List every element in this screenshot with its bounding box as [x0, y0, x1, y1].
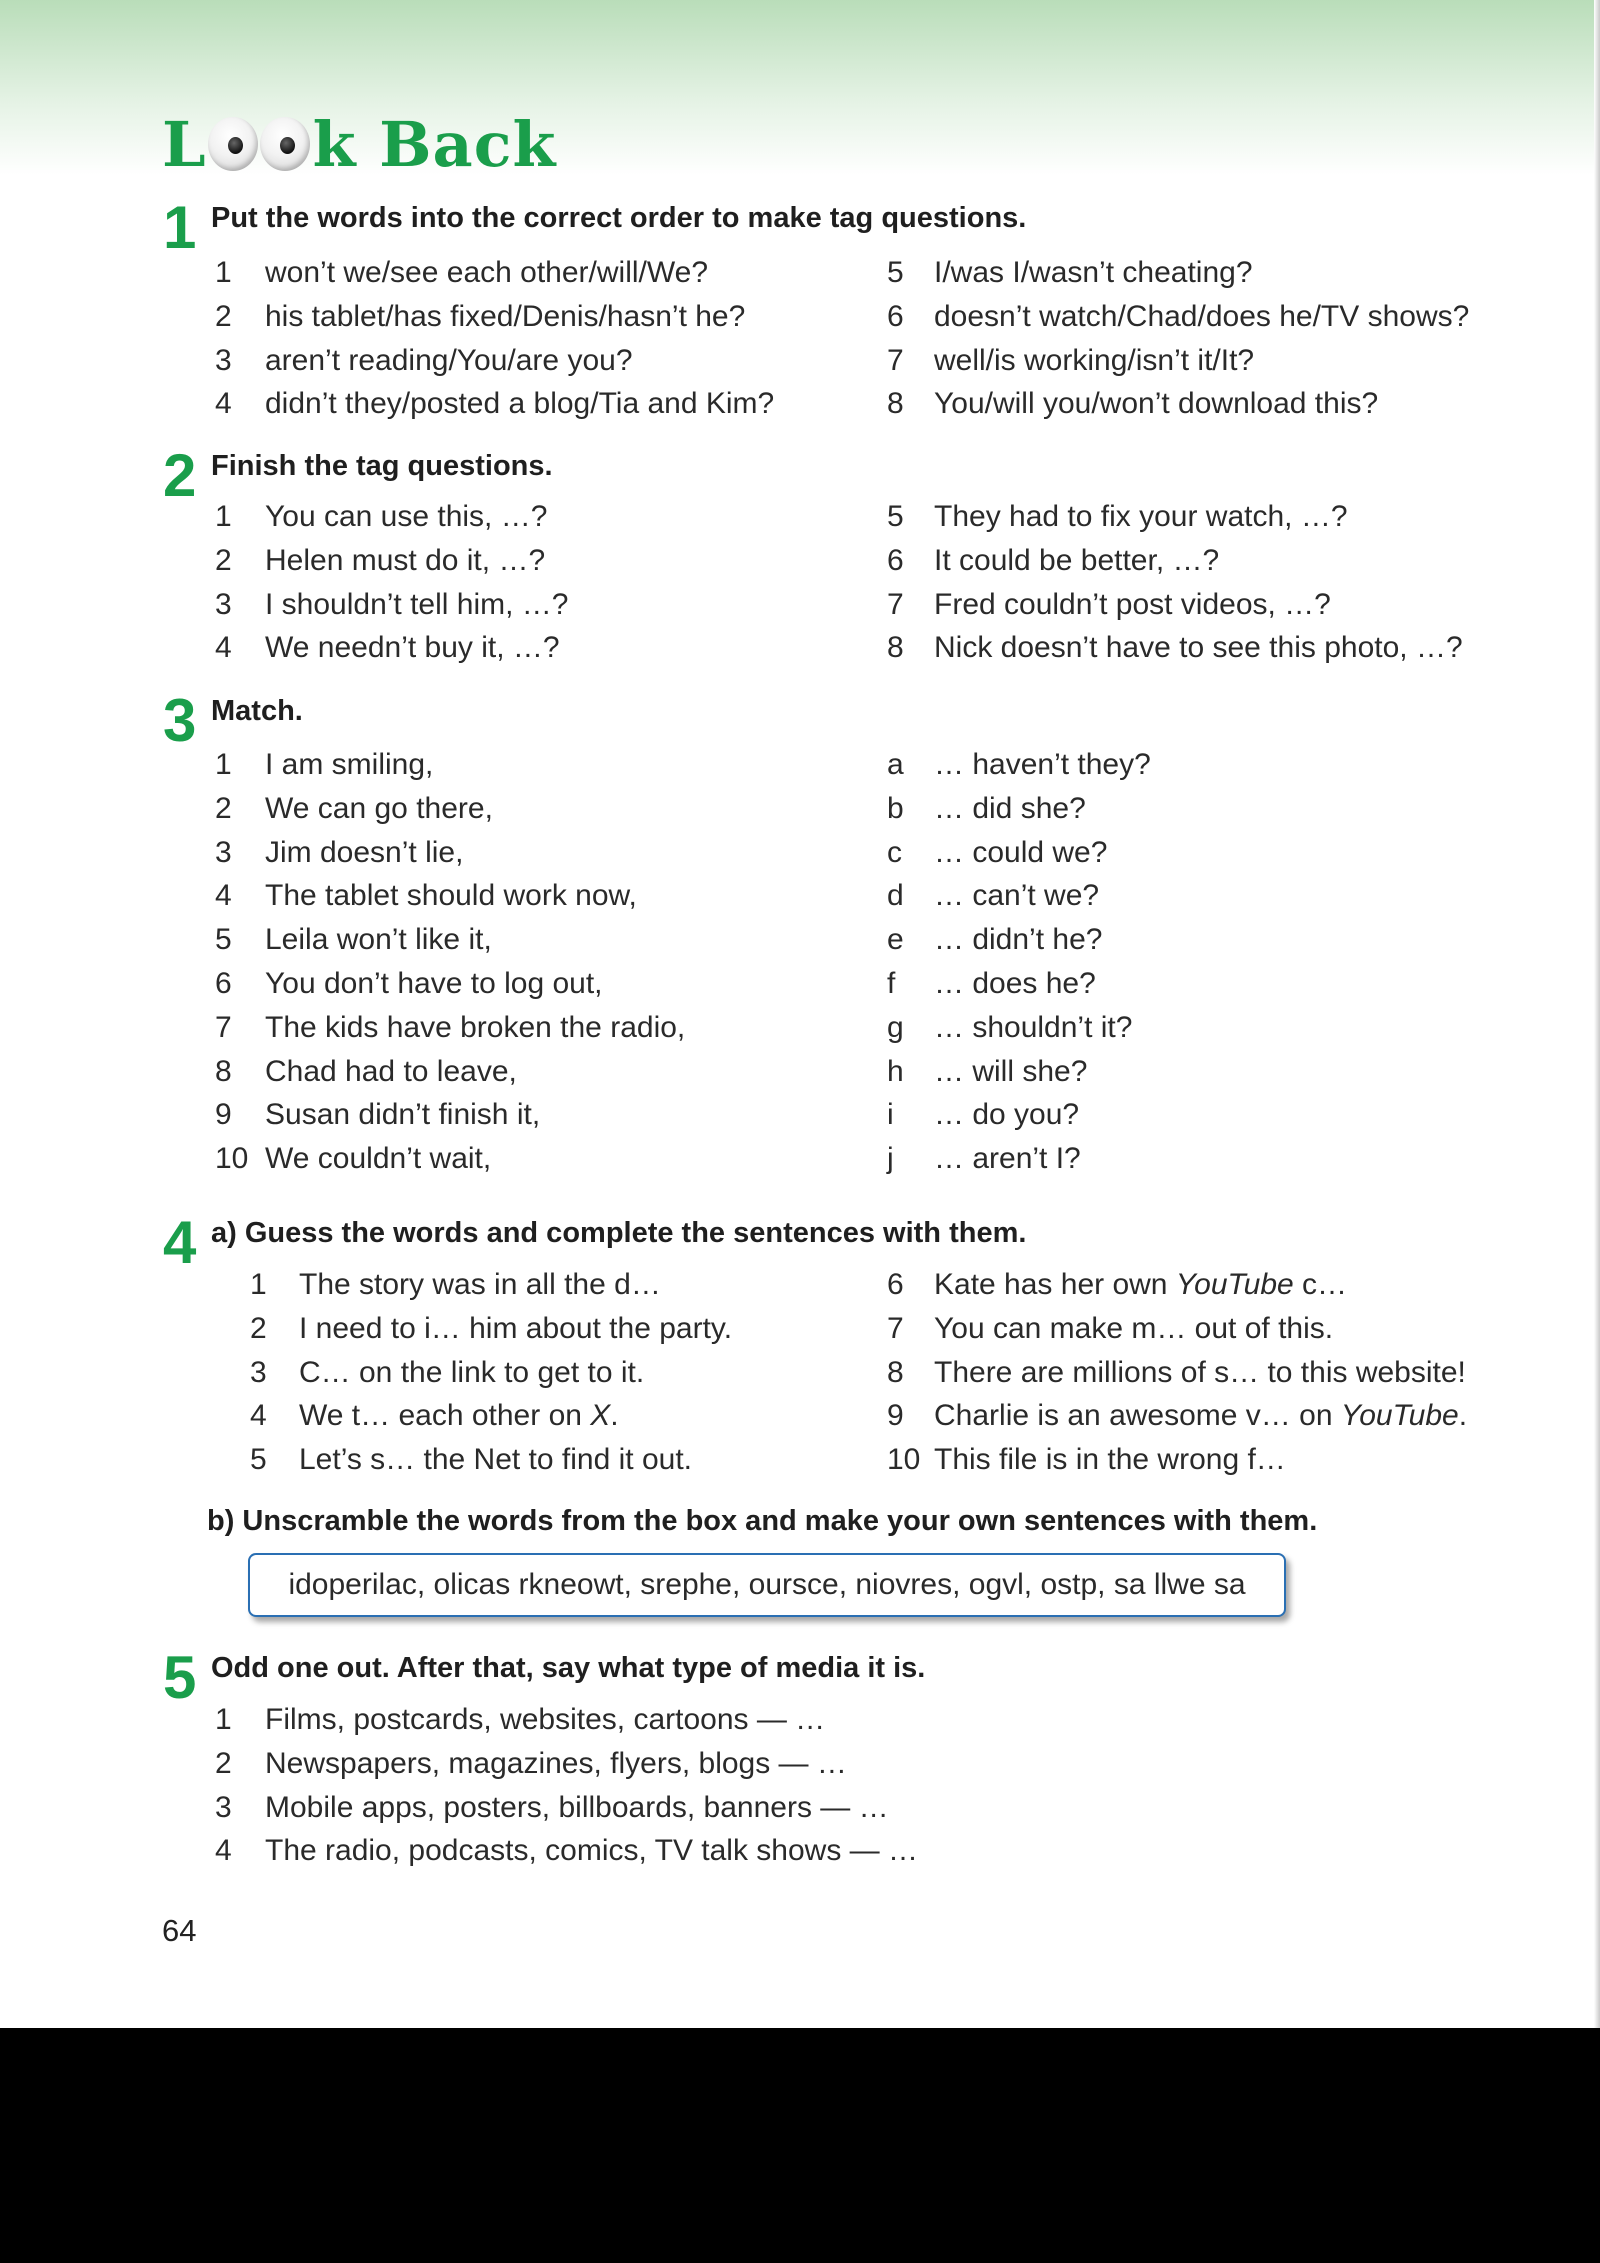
list-item: 2 Newspapers, magazines, flyers, blogs — …	[215, 1746, 847, 1780]
list-item: 3 Mobile apps, posters, billboards, banners — …	[215, 1790, 889, 1824]
list-item: 3 I shouldn’t tell him, …?	[215, 587, 569, 621]
list-item: 5 They had to fix your watch, …?	[887, 500, 1348, 533]
list-item: 1 I am smiling,	[215, 748, 434, 781]
list-item: h … will she?	[887, 1054, 1088, 1088]
list-item: 4 The radio, podcasts, comics, TV talk shows — …	[215, 1834, 919, 1868]
exercise-heading: Odd one out. After that, say what type of media it is.	[211, 1652, 926, 1684]
list-item: 10 This file is in the wrong f…	[887, 1443, 1286, 1477]
page-edge-shadow	[1594, 0, 1600, 2028]
list-item: 1 You can use this, …?	[215, 500, 548, 533]
list-item: c … could we?	[887, 835, 1108, 869]
exercise-heading-a: a) Guess the words and complete the sentences with them.	[211, 1217, 1027, 1249]
right-column	[887, 743, 1151, 1181]
exercise-heading: Put the words into the correct order to make tag questions.	[211, 202, 1027, 234]
list-item: 10 We couldn’t wait,	[215, 1142, 492, 1176]
list-item: 8 You/will you/won’t download this?	[887, 387, 1379, 421]
list-item: 4 didn’t they/posted a blog/Tia and Kim?	[215, 387, 775, 421]
list-item: 3 aren’t reading/You/are you?	[215, 343, 633, 377]
left-column	[215, 743, 685, 1181]
list-item: 8 Nick doesn’t have to see this photo, …?	[887, 631, 1463, 665]
exercise-number: 4	[163, 1209, 197, 1276]
list-item: i … do you?	[887, 1098, 1080, 1132]
title-first-letter: L	[162, 107, 207, 181]
list-item: 4 We needn’t buy it, …?	[215, 631, 560, 665]
left-column	[215, 495, 568, 670]
list-item: 1 The story was in all the d…	[250, 1268, 661, 1301]
eye-icon	[208, 117, 258, 171]
page-number: 64	[162, 1913, 197, 1948]
list-item: g … shouldn’t it?	[887, 1010, 1133, 1044]
list-item: a … haven’t they?	[887, 748, 1151, 781]
list-item: 7 You can make m… out of this.	[887, 1311, 1334, 1345]
list-item: 8 Chad had to leave,	[215, 1054, 517, 1088]
list-item: 5 I/was I/wasn’t cheating?	[887, 256, 1253, 289]
list-item: 6 You don’t have to log out,	[215, 966, 603, 1000]
list-item: e … didn’t he?	[887, 923, 1103, 957]
list-item: b … did she?	[887, 791, 1086, 825]
list-item: 7 Fred couldn’t post videos, …?	[887, 587, 1331, 621]
exercise-number: 1	[163, 194, 197, 261]
exercise-number: 2	[163, 442, 197, 509]
right-column	[887, 495, 1463, 670]
list-item: 9 Charlie is an awesome v… on YouTube.	[887, 1399, 1468, 1433]
list-item: 5 Leila won’t like it,	[215, 923, 492, 957]
list-item: j … aren’t I?	[887, 1142, 1081, 1176]
exercise-heading: Finish the tag questions.	[211, 450, 553, 482]
list-item: d … can’t we?	[887, 879, 1100, 913]
list-item: 9 Susan didn’t finish it,	[215, 1098, 541, 1132]
list-item: 1 won’t we/see each other/will/We?	[215, 256, 708, 289]
list-item: 7 well/is working/isn’t it/It?	[887, 343, 1255, 377]
list-item: 4 We t… each other on X.	[250, 1399, 619, 1433]
list-item: f … does he?	[887, 966, 1096, 1000]
item-list	[215, 1698, 918, 1873]
list-item: 7 The kids have broken the radio,	[215, 1010, 686, 1044]
list-item: 4 The tablet should work now,	[215, 879, 637, 913]
list-item: 6 doesn’t watch/Chad/does he/TV shows?	[887, 299, 1470, 333]
right-column	[887, 1263, 1467, 1482]
exercise-heading-b: b) Unscramble the words from the box and make your own sentences with them.	[207, 1505, 1318, 1537]
list-item: 8 There are millions of s… to this website!	[887, 1355, 1466, 1389]
right-column	[887, 251, 1469, 426]
list-item: 3 Jim doesn’t lie,	[215, 835, 464, 869]
list-item: 2 I need to i… him about the party.	[250, 1311, 733, 1345]
exercise-number: 3	[163, 687, 197, 754]
title-rest: k Back	[312, 107, 557, 181]
exercise-number: 5	[163, 1644, 197, 1711]
list-item: 3 C… on the link to get to it.	[250, 1355, 645, 1389]
list-item: 6 It could be better, …?	[887, 543, 1220, 577]
page-title	[162, 104, 556, 184]
list-item: 2 We can go there,	[215, 791, 493, 825]
eye-icon	[260, 117, 310, 171]
list-item: 1 Films, postcards, websites, cartoons — …	[215, 1703, 826, 1736]
exercise-heading: Match.	[211, 695, 303, 727]
left-column	[250, 1263, 732, 1482]
list-item: 6 Kate has her own YouTube c…	[887, 1268, 1348, 1301]
list-item: 5 Let’s s… the Net to find it out.	[250, 1443, 692, 1477]
left-column	[215, 251, 774, 426]
word-box: idoperilac, olicas rkneowt, srephe, oursce, niovres, ogvl, ostp, sa llwe sa	[248, 1553, 1286, 1617]
list-item: 2 Helen must do it, …?	[215, 543, 546, 577]
list-item: 2 his tablet/has fixed/Denis/hasn’t he?	[215, 299, 746, 333]
